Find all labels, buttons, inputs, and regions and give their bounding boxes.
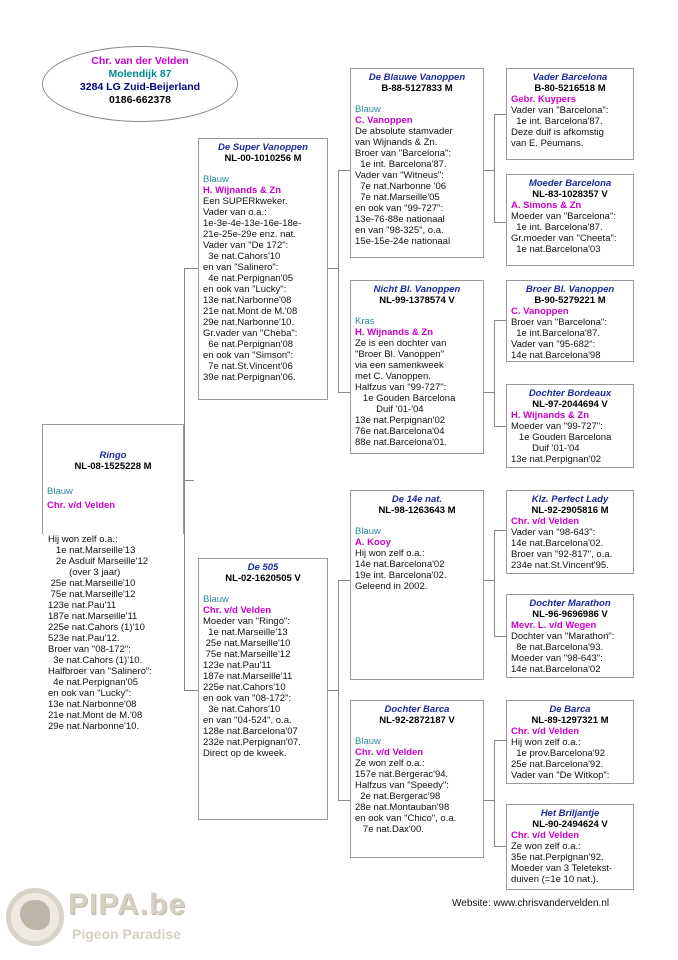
- breeder-name: Mevr. L. v/d Wegen: [511, 620, 597, 631]
- pigeon-name: Het Briljantje: [540, 808, 600, 819]
- achievement-line: 1e int. Barcelona'87.: [511, 116, 603, 127]
- achievement-line: 13e nat.Narbonne'08: [48, 699, 137, 710]
- connector: [494, 114, 506, 115]
- pigeon-name: Klz. Perfect Lady: [531, 494, 609, 505]
- achievement-line: 13e nat.Perpignan'02: [511, 454, 602, 465]
- ring-number: B-80-5216518 M: [534, 83, 606, 94]
- website-link[interactable]: Website: www.chrisvandervelden.nl: [452, 898, 610, 909]
- achievement-line: Vader van "95-682":: [511, 339, 596, 350]
- achievement-line: 187e nat.Marseille'11: [203, 671, 293, 682]
- ring-number: NL-92-2872187 V: [379, 715, 455, 726]
- achievement-line: 128e nat.Barcelona'07: [203, 726, 298, 737]
- achievement-line: 13e nat.Narbonne'08: [203, 295, 292, 306]
- logo-tagline: Pigeon Paradise: [72, 926, 181, 942]
- achievement-line: 225e nat.Cahors (1)'10: [48, 622, 145, 633]
- achievement-line: 13e nat.Perpignan'02: [355, 415, 446, 426]
- connector: [338, 392, 350, 393]
- pigeon-card-mbarcelona: [506, 174, 634, 266]
- ring-number: NL-97-2044694 V: [532, 399, 608, 410]
- achievement-line: 157e nat.Bergerac'94.: [355, 769, 449, 780]
- ring-number: NL-99-1378574 V: [379, 295, 455, 306]
- achievement-line: 1e int. Barcelona'87.: [511, 222, 603, 233]
- pigeon-card-lady: [506, 490, 634, 574]
- pipa-logo[interactable]: [6, 884, 206, 950]
- achievement-line: 1e Gouden Barcelona: [511, 432, 612, 443]
- ring-number: NL-90-2494624 V: [532, 819, 608, 830]
- connector: [184, 480, 194, 481]
- connector: [328, 268, 338, 269]
- pigeon-card-veertien: [350, 490, 484, 680]
- connector: [494, 320, 506, 321]
- achievement-line: 2e Asduif Marseille'12: [48, 556, 149, 567]
- achievement-line: Vader van "Barcelona":: [511, 105, 609, 116]
- achievement-line: 75e nat.Marseille'12: [203, 649, 291, 660]
- achievement-line: 3e nat.Cahors'10: [203, 251, 281, 262]
- achievement-line: 2e nat.Bergerac'98: [355, 791, 441, 802]
- owner-name: Chr. van der Velden: [91, 55, 189, 67]
- connector: [494, 426, 506, 427]
- breeder-name: C. Vanoppen: [511, 306, 569, 317]
- ring-number: NL-08-1525228 M: [74, 461, 152, 472]
- pigeon-card-blauwe: [350, 68, 484, 258]
- pigeon-name: Dochter Marathon: [529, 598, 611, 609]
- pigeon-card-vbarcelona: [506, 68, 634, 160]
- achievement-line: 3e nat.Cahors (1)'10.: [48, 655, 143, 666]
- breeder-name: Gebr. Kuypers: [511, 94, 576, 105]
- achievements: [511, 841, 629, 885]
- ring-number: NL-89-1297321 M: [531, 715, 609, 726]
- ring-number: NL-92-2905816 M: [531, 505, 609, 516]
- achievement-line: 88e nat.Barcelona'01.: [355, 437, 448, 448]
- pigeon-name: Ringo: [99, 450, 127, 461]
- achievement-line: 29e nat.Narbonne'10.: [48, 721, 140, 732]
- achievements: [355, 758, 479, 835]
- connector: [494, 320, 495, 426]
- achievement-line: 1e Gouden Barcelona: [355, 393, 456, 404]
- achievement-line: en ook van "Lucky":: [203, 284, 287, 295]
- connector: [484, 392, 494, 393]
- achievements: [511, 527, 629, 571]
- pigeon-card-briljant: [506, 804, 634, 890]
- achievements: [511, 211, 629, 255]
- achievement-line: 4e nat.Perpignan'05: [48, 677, 139, 688]
- achievement-line: 1e nat.Barcelona'03: [511, 244, 601, 255]
- achievement-line: 232e nat.Perpignan'07.: [203, 737, 301, 748]
- achievement-line: 123e nat.Pau'11: [48, 600, 117, 611]
- pigeon-name: De 14e nat.: [391, 494, 443, 505]
- ring-number: B-90-5279221 M: [534, 295, 606, 306]
- ring-number: B-88-5127833 M: [381, 83, 453, 94]
- pigeon-card-marathon: [506, 594, 634, 678]
- pigeon-card-ringo: [42, 424, 184, 534]
- achievement-line: via een samenkweek: [355, 360, 444, 371]
- achievements: [511, 631, 629, 675]
- achievements: [511, 317, 629, 361]
- achievement-line: 14e nat.Barcelona'02: [511, 664, 601, 675]
- achievement-line: 15e-15e-24e nationaal: [355, 236, 451, 247]
- achievements: [355, 548, 479, 592]
- pigeon-name: De Barca: [549, 704, 591, 715]
- achievement-line: Vader van o.a.:: [203, 207, 267, 218]
- achievement-line: 1e-3e-4e-13e-16e-18e-: [203, 218, 302, 229]
- achievement-line: en ook van "08-172":: [203, 693, 292, 704]
- achievements: [355, 126, 479, 247]
- pigeon-color: Blauw: [47, 486, 73, 497]
- achievement-line: 21e nat.Mont de M.'08: [48, 710, 143, 721]
- achievement-line: 29e nat.Narbonne'10.: [203, 317, 295, 328]
- achievement-line: 187e nat.Marseille'11: [48, 611, 138, 622]
- connector: [484, 800, 494, 801]
- achievement-line: Duif '01-'04: [511, 443, 580, 454]
- connector: [494, 530, 506, 531]
- achievement-line: 1e nat.Marseille'13: [203, 627, 288, 638]
- breeder-name: H. Wijnands & Zn: [203, 185, 282, 196]
- achievement-line: 225e nat.Cahors'10: [203, 682, 286, 693]
- achievement-line: 6e nat.Perpignan'08: [203, 339, 294, 350]
- achievement-line: 523e nat.Pau'12.: [48, 633, 120, 644]
- achievement-line: 8e nat.Barcelona'93.: [511, 642, 604, 653]
- pigeon-card-broer: [506, 280, 634, 362]
- achievement-line: 14e nat.Barcelona'98: [511, 350, 601, 361]
- logo-brand: PIPA.be: [68, 888, 187, 921]
- achievement-line: Direct op de kweek.: [203, 748, 287, 759]
- achievement-line: met C. Vanoppen.: [355, 371, 431, 382]
- achievement-line: (over 3 jaar): [48, 567, 121, 578]
- owner-info: [42, 46, 238, 122]
- achievement-line: Broer van "08-172":: [48, 644, 131, 655]
- ring-number: NL-98-1263643 M: [378, 505, 456, 516]
- achievement-line: Hij won zelf o.a.:: [511, 737, 581, 748]
- pigeon-icon: [20, 900, 50, 930]
- achievement-line: 7e nat.Marseille'05: [355, 192, 440, 203]
- achievement-line: Ze is een dochter van: [355, 338, 447, 349]
- pigeon-name: De Blauwe Vanoppen: [368, 72, 466, 83]
- pigeon-color: Kras: [355, 316, 375, 327]
- achievement-line: 25e nat.Marseille'10: [203, 638, 291, 649]
- pigeon-card-de505: [198, 558, 328, 820]
- connector: [338, 170, 350, 171]
- breeder-name: Chr. v/d Velden: [511, 830, 580, 841]
- pigeon-card-bordeaux: [506, 384, 634, 468]
- connector: [494, 114, 495, 222]
- breeder-name: C. Vanoppen: [355, 115, 413, 126]
- achievement-line: 1e int. Barcelona'87.: [355, 159, 447, 170]
- achievement-line: 123e nat.Pau'11: [203, 660, 272, 671]
- achievement-line: en van "98-325", o.a.: [355, 225, 444, 236]
- breeder-name: H. Wijnands & Zn: [511, 410, 590, 421]
- achievement-line: 76e nat.Barcelona'04: [355, 426, 445, 437]
- achievement-line: 7e nat.Dax'00.: [355, 824, 424, 835]
- achievement-line: Vader van "De Witkop":: [511, 770, 610, 781]
- achievement-line: Moeder van "99-727":: [511, 421, 603, 432]
- pigeon-name: Nicht Bl. Vanoppen: [373, 284, 461, 295]
- achievement-line: 234e nat.St.Vincent'95.: [511, 560, 609, 571]
- connector: [338, 170, 339, 392]
- achievement-line: Hij won zelf o.a.:: [355, 548, 425, 559]
- achievement-line: Broer van "92-817", o.a.: [511, 549, 613, 560]
- achievement-line: Deze duif is afkomstig: [511, 127, 604, 138]
- achievement-line: Halfbroer van "Salinero":: [48, 666, 152, 677]
- connector: [494, 740, 506, 741]
- achievement-line: van Wijnands & Zn.: [355, 137, 438, 148]
- achievement-line: 1e int.Barcelona'87.: [511, 328, 600, 339]
- achievements: [203, 616, 323, 759]
- pigeon-name: De 505: [247, 562, 279, 573]
- connector: [338, 580, 339, 800]
- achievement-line: Duif '01-'04: [355, 404, 424, 415]
- breeder-name: Chr. v/d Velden: [47, 500, 116, 511]
- pigeon-name: Moeder Barcelona: [528, 178, 612, 189]
- achievement-line: Vader van "Witneus":: [355, 170, 444, 181]
- achievement-line: duiven (=1e 10 nat.).: [511, 874, 599, 885]
- pigeon-color: Blauw: [203, 594, 229, 605]
- achievement-line: en van "Salinero":: [203, 262, 279, 273]
- pigeon-name: Dochter Barca: [384, 704, 450, 715]
- achievement-line: Gr.vader van "Cheba":: [203, 328, 298, 339]
- breeder-name: Chr. v/d Velden: [511, 726, 580, 737]
- connector: [494, 636, 506, 637]
- achievement-line: Geleend in 2002.: [355, 581, 428, 592]
- achievements: [511, 105, 629, 149]
- achievements: [511, 737, 629, 781]
- achievement-line: 75e nat.Marseille'12: [48, 589, 136, 600]
- connector: [484, 580, 494, 581]
- breeder-name: A. Kooy: [355, 537, 391, 548]
- achievement-line: en van "04-524", o.a.: [203, 715, 292, 726]
- achievement-line: 3e nat.Cahors'10: [203, 704, 281, 715]
- achievement-line: Moeder van 3 Teletekst-: [511, 863, 613, 874]
- achievement-line: 35e nat.Perpignan'92.: [511, 852, 604, 863]
- achievement-line: Een SUPERkweker.: [203, 196, 288, 207]
- pigeon-name: De Super Vanoppen: [218, 142, 308, 153]
- achievement-line: Moeder van "98-643":: [511, 653, 603, 664]
- pigeon-card-super: [198, 138, 328, 400]
- achievement-line: 39e nat.Perpignan'06.: [203, 372, 296, 383]
- achievement-line: 21e-25e-29e enz. nat.: [203, 229, 296, 240]
- achievements: [203, 196, 323, 383]
- achievement-line: Ze won zelf o.a.:: [355, 758, 425, 769]
- breeder-name: H. Wijnands & Zn: [355, 327, 434, 338]
- achievement-line: "Broer Bl. Vanoppen": [355, 349, 444, 360]
- achievement-line: 25e nat.Marseille'10: [48, 578, 136, 589]
- achievement-line: Moeder van "Ringo":: [203, 616, 291, 627]
- achievement-line: Vader van "De 172":: [203, 240, 289, 251]
- achievement-line: De absolute stamvader: [355, 126, 453, 137]
- achievement-line: 7e nat.St.Vincent'06: [203, 361, 293, 372]
- achievement-line: 25e nat.Barcelona'92.: [511, 759, 604, 770]
- achievement-line: en ook van "Simson":: [203, 350, 294, 361]
- ring-number: NL-83-1028357 V: [532, 189, 608, 200]
- achievements: [355, 338, 479, 448]
- connector: [494, 846, 506, 847]
- achievement-line: 19e int. Barcelona'02.: [355, 570, 447, 581]
- achievement-line: Halfzus van "Speedy":: [355, 780, 449, 791]
- achievement-line: Broer van "Barcelona":: [511, 317, 607, 328]
- achievement-line: 21e nat.Mont de M.'08: [203, 306, 298, 317]
- pigeon-card-nicht: [350, 280, 484, 454]
- achievement-line: 7e nat.Narbonne '06: [355, 181, 447, 192]
- achievement-line: en ook van "Lucky":: [48, 688, 132, 699]
- achievement-line: Vader van "98-643":: [511, 527, 596, 538]
- connector: [184, 268, 198, 269]
- achievement-line: 4e nat.Perpignan'05: [203, 273, 294, 284]
- breeder-name: A. Simons & Zn: [511, 200, 582, 211]
- owner-phone: 0186-662378: [109, 94, 171, 106]
- achievement-line: 1e prov.Barcelona'92: [511, 748, 606, 759]
- achievement-line: Dochter van "Marathon":: [511, 631, 615, 642]
- achievement-line: 28e nat.Montauban'98: [355, 802, 450, 813]
- achievement-line: 14e nat.Barcelona'02: [355, 559, 445, 570]
- achievement-line: 13e-76-88e nationaal: [355, 214, 445, 225]
- connector: [494, 530, 495, 636]
- achievement-line: van E. Peumans.: [511, 138, 584, 149]
- connector: [184, 690, 198, 691]
- achievement-line: Halfzus van "99-727":: [355, 382, 447, 393]
- connector: [494, 740, 495, 846]
- achievement-line: Broer van "Barcelona":: [355, 148, 451, 159]
- achievement-line: Gr.moeder van "Cheeta":: [511, 233, 617, 244]
- pigeon-color: Blauw: [203, 174, 229, 185]
- connector: [494, 222, 506, 223]
- pigeon-color: Blauw: [355, 526, 381, 537]
- breeder-name: Chr. v/d Velden: [355, 747, 424, 758]
- pigeon-color: Blauw: [355, 104, 381, 115]
- breeder-name: Chr. v/d Velden: [511, 516, 580, 527]
- pigeon-color: Blauw: [355, 736, 381, 747]
- ring-number: NL-96-9696986 V: [532, 609, 608, 620]
- achievement-line: en ook van "Chico", o.a.: [355, 813, 457, 824]
- pigeon-card-debarca: [506, 700, 634, 784]
- owner-street: Molendijk 87: [108, 68, 172, 80]
- connector: [338, 800, 350, 801]
- pigeon-name: Broer Bl. Vanoppen: [525, 284, 615, 295]
- pigeon-card-dbarca: [350, 700, 484, 858]
- connector: [328, 690, 338, 691]
- achievement-line: Ze won zelf o.a.:: [511, 841, 581, 852]
- achievement-line: Hij won zelf o.a.:: [48, 534, 118, 545]
- achievements: [511, 421, 629, 465]
- achievement-line: 14e nat.Barcelona'02.: [511, 538, 604, 549]
- pigeon-name: Dochter Bordeaux: [528, 388, 612, 399]
- connector: [484, 170, 494, 171]
- connector: [338, 580, 350, 581]
- ring-number: NL-00-1010256 M: [224, 153, 302, 164]
- achievement-line: Moeder van "Barcelona":: [511, 211, 616, 222]
- breeder-name: Chr. v/d Velden: [203, 605, 272, 616]
- ring-number: NL-02-1620505 V: [225, 573, 301, 584]
- pigeon-achievements-ringo: [48, 534, 152, 732]
- pigeon-name: Vader Barcelona: [532, 72, 608, 83]
- owner-city: 3284 LG Zuid-Beijerland: [79, 81, 201, 93]
- achievement-line: en ook van "99-727":: [355, 203, 444, 214]
- connector: [184, 268, 185, 690]
- achievement-line: 1e nat.Marseille'13: [48, 545, 136, 556]
